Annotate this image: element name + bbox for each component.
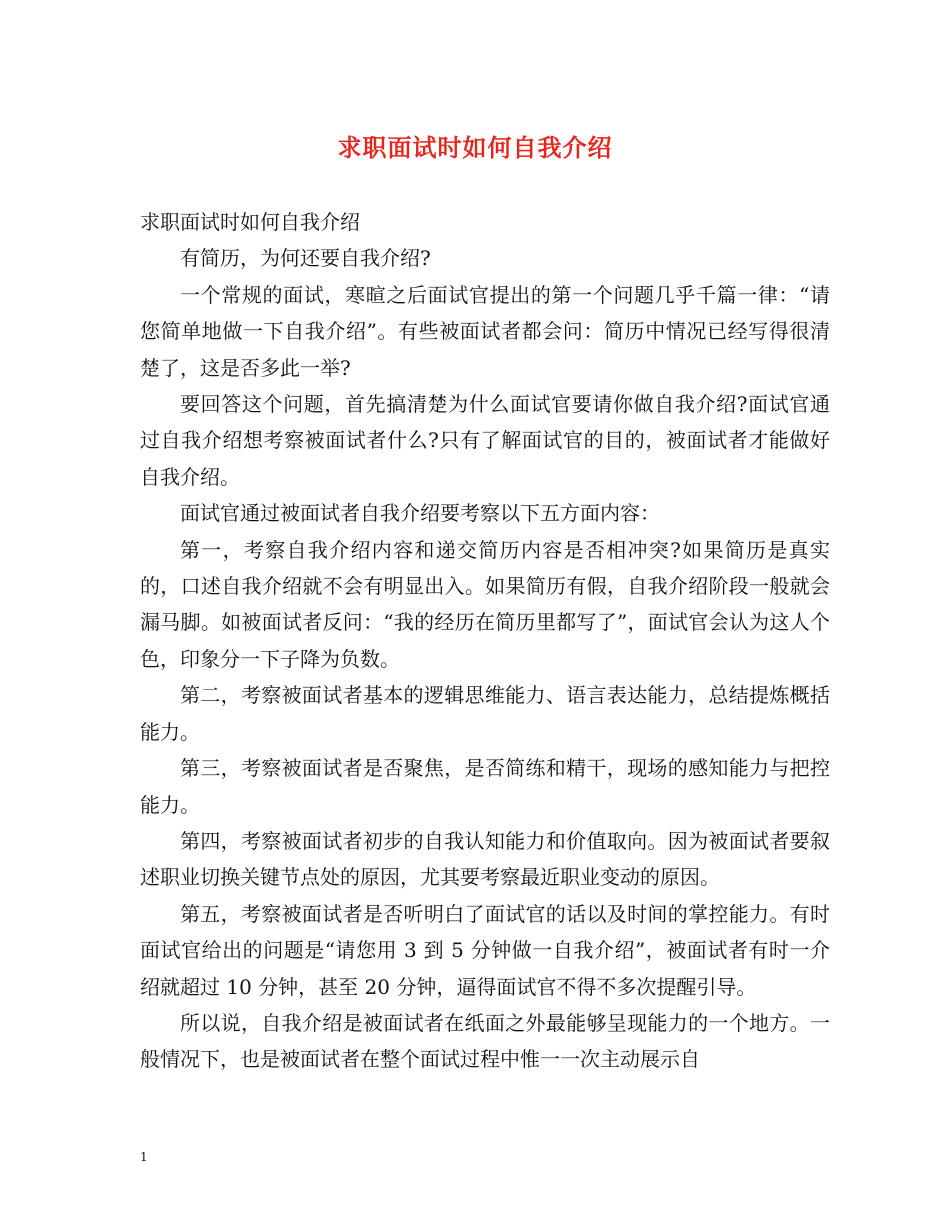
paragraph: 有简历，为何还要自我介绍? xyxy=(180,246,431,271)
paragraph: 一个常规的面试，寒暄之后面试官提出的第一个问题几乎千篇一律：“请您简单地做一下自我介绍”。有些被面试者都会问：简历中情况已经写得很清楚了，这是否多此一举? xyxy=(140,282,830,380)
document-title: 求职面试时如何自我介绍 xyxy=(337,133,613,162)
paragraph: 要回答这个问题，首先搞清楚为什么面试官要请你做自我介绍?面试官通过自我介绍想考察被面试者什么?只有了解面试官的目的，被面试者才能做好自我介绍。 xyxy=(140,392,830,489)
paragraph-heading: 求职面试时如何自我介绍 xyxy=(140,210,360,234)
paragraph: 第四，考察被面试者初步的自我认知能力和价值取向。因为被面试者要叙述职业切换关键节点处的原因，尤其要考察最近职业变动的原因。 xyxy=(140,828,830,890)
paragraph: 面试官通过被面试者自我介绍要考察以下五方面内容： xyxy=(180,501,660,526)
paragraph: 第二，考察被面试者基本的逻辑思维能力、语言表达能力，总结提炼概括能力。 xyxy=(140,683,830,744)
paragraph: 第三，考察被面试者是否聚焦，是否简练和精干，现场的感知能力与把控能力。 xyxy=(140,756,830,817)
paragraph: 所以说，自我介绍是被面试者在纸面之外最能够呈现能力的一个地方。一般情况下，也是被面试者在整个面试过程中惟一一次主动展示自 xyxy=(140,1010,830,1072)
paragraph: 第一，考察自我介绍内容和递交简历内容是否相冲突?如果简历是真实的，口述自我介绍就不会有明显出入。如果简历有假，自我介绍阶段一般就会漏马脚。如被面试者反问：“我的经历在简历里都写了”，面试官会认为这人个色，印象分一下子降为负数。 xyxy=(140,537,830,671)
page-number: 1 xyxy=(140,1150,148,1164)
document-body xyxy=(140,204,830,1078)
paragraph: 第五，考察被面试者是否听明白了面试官的话以及时间的掌控能力。有时面试官给出的问题是“请您用 3 到 5 分钟做一自我介绍”，被面试者有时一介绍就超过 10 分钟，甚至 20 分钟，逼得面试官不得不多次提醒引导。 xyxy=(140,901,830,999)
